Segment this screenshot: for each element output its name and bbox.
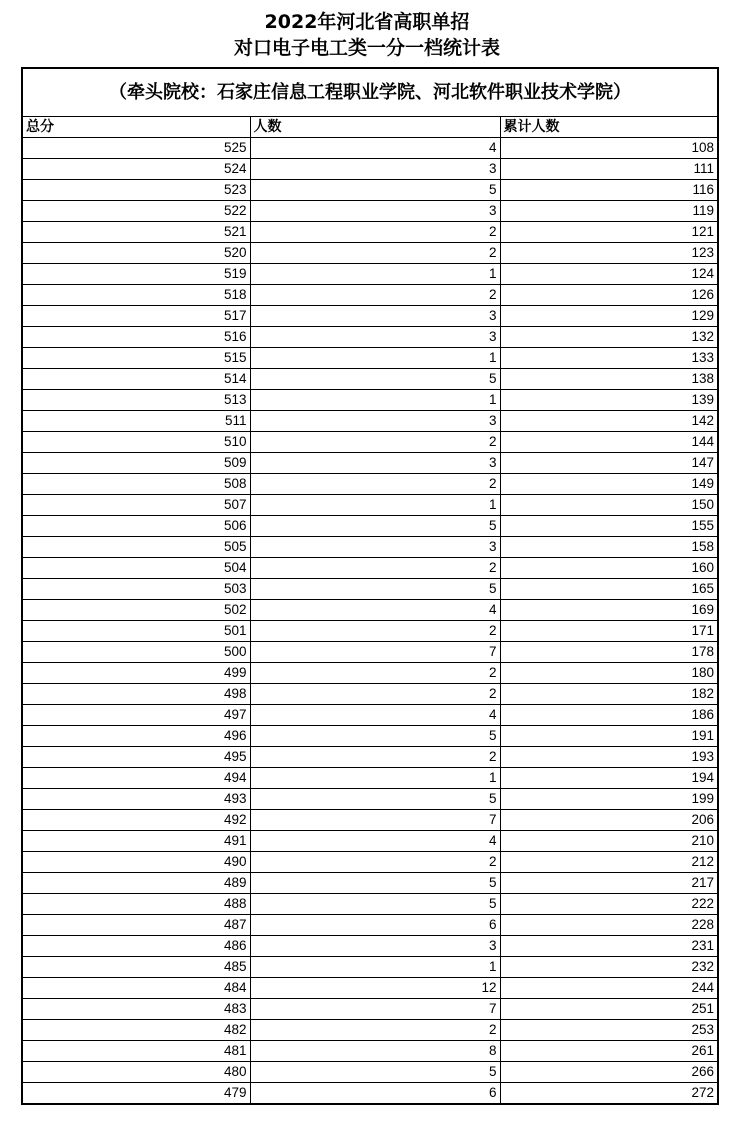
cell-cumulative-count: 178 [500, 642, 717, 663]
cell-cumulative-count: 133 [500, 348, 717, 369]
table-row [23, 180, 717, 201]
cell-total-score: 494 [23, 768, 250, 789]
table-row [23, 579, 717, 600]
cell-total-score: 524 [23, 159, 250, 180]
cell-total-score: 504 [23, 558, 250, 579]
table-row [23, 348, 717, 369]
cell-count: 2 [250, 663, 500, 684]
cell-total-score: 491 [23, 831, 250, 852]
cell-total-score: 488 [23, 894, 250, 915]
cell-count: 4 [250, 138, 500, 159]
cell-count: 6 [250, 1083, 500, 1104]
cell-total-score: 513 [23, 390, 250, 411]
table-row [23, 306, 717, 327]
cell-total-score: 497 [23, 705, 250, 726]
cell-count: 7 [250, 999, 500, 1020]
cell-count: 1 [250, 768, 500, 789]
table-row [23, 768, 717, 789]
table-row [23, 957, 717, 978]
table-row [23, 789, 717, 810]
table-row [23, 663, 717, 684]
cell-count: 2 [250, 243, 500, 264]
table-row [23, 621, 717, 642]
cell-total-score: 509 [23, 453, 250, 474]
cell-count: 5 [250, 726, 500, 747]
cell-cumulative-count: 244 [500, 978, 717, 999]
cell-cumulative-count: 231 [500, 936, 717, 957]
cell-cumulative-count: 147 [500, 453, 717, 474]
cell-cumulative-count: 182 [500, 684, 717, 705]
table-row [23, 369, 717, 390]
cell-count: 3 [250, 537, 500, 558]
cell-cumulative-count: 108 [500, 138, 717, 159]
header-count: 人数 [250, 117, 500, 138]
cell-cumulative-count: 142 [500, 411, 717, 432]
table-row [23, 1020, 717, 1041]
table-row [23, 264, 717, 285]
cell-cumulative-count: 191 [500, 726, 717, 747]
table-row [23, 159, 717, 180]
cell-count: 5 [250, 1062, 500, 1083]
cell-count: 5 [250, 516, 500, 537]
cell-count: 1 [250, 495, 500, 516]
cell-count: 5 [250, 894, 500, 915]
cell-count: 2 [250, 222, 500, 243]
table-row [23, 411, 717, 432]
cell-cumulative-count: 261 [500, 1041, 717, 1062]
cell-cumulative-count: 160 [500, 558, 717, 579]
table-row [23, 453, 717, 474]
cell-count: 2 [250, 747, 500, 768]
table-row [23, 1062, 717, 1083]
cell-cumulative-count: 251 [500, 999, 717, 1020]
cell-total-score: 507 [23, 495, 250, 516]
cell-total-score: 499 [23, 663, 250, 684]
table-row [23, 243, 717, 264]
cell-total-score: 493 [23, 789, 250, 810]
cell-count: 3 [250, 936, 500, 957]
cell-count: 3 [250, 453, 500, 474]
cell-total-score: 489 [23, 873, 250, 894]
cell-cumulative-count: 129 [500, 306, 717, 327]
cell-cumulative-count: 180 [500, 663, 717, 684]
cell-total-score: 487 [23, 915, 250, 936]
cell-total-score: 490 [23, 852, 250, 873]
cell-count: 2 [250, 684, 500, 705]
table-row [23, 810, 717, 831]
header-cumulative-count: 累计人数 [500, 117, 717, 138]
page-subtitle: 对口电子电工类一分一档统计表 [233, 37, 500, 59]
table-row [23, 705, 717, 726]
table-body [23, 138, 717, 1104]
cell-total-score: 516 [23, 327, 250, 348]
cell-total-score: 522 [23, 201, 250, 222]
cell-total-score: 511 [23, 411, 250, 432]
cell-total-score: 523 [23, 180, 250, 201]
table-row [23, 684, 717, 705]
table-row [23, 747, 717, 768]
table-row [23, 642, 717, 663]
cell-cumulative-count: 123 [500, 243, 717, 264]
cell-total-score: 498 [23, 684, 250, 705]
cell-count: 5 [250, 369, 500, 390]
cell-count: 2 [250, 1020, 500, 1041]
cell-total-score: 519 [23, 264, 250, 285]
cell-count: 2 [250, 621, 500, 642]
cell-count: 2 [250, 558, 500, 579]
cell-cumulative-count: 222 [500, 894, 717, 915]
score-table-sheet [21, 67, 719, 1105]
cell-count: 1 [250, 957, 500, 978]
cell-cumulative-count: 193 [500, 747, 717, 768]
cell-count: 3 [250, 306, 500, 327]
cell-total-score: 483 [23, 999, 250, 1020]
cell-total-score: 501 [23, 621, 250, 642]
table-row [23, 831, 717, 852]
cell-cumulative-count: 253 [500, 1020, 717, 1041]
table-row [23, 474, 717, 495]
cell-count: 3 [250, 327, 500, 348]
cell-cumulative-count: 150 [500, 495, 717, 516]
cell-total-score: 485 [23, 957, 250, 978]
cell-cumulative-count: 158 [500, 537, 717, 558]
cell-count: 7 [250, 642, 500, 663]
table-row [23, 537, 717, 558]
cell-cumulative-count: 149 [500, 474, 717, 495]
cell-count: 3 [250, 159, 500, 180]
cell-count: 5 [250, 579, 500, 600]
cell-total-score: 521 [23, 222, 250, 243]
cell-count: 7 [250, 810, 500, 831]
cell-count: 5 [250, 873, 500, 894]
cell-count: 1 [250, 390, 500, 411]
table-row [23, 516, 717, 537]
cell-count: 12 [250, 978, 500, 999]
cell-cumulative-count: 121 [500, 222, 717, 243]
cell-count: 4 [250, 705, 500, 726]
cell-cumulative-count: 194 [500, 768, 717, 789]
cell-count: 5 [250, 789, 500, 810]
cell-count: 2 [250, 285, 500, 306]
cell-cumulative-count: 206 [500, 810, 717, 831]
cell-total-score: 505 [23, 537, 250, 558]
table-row [23, 495, 717, 516]
cell-cumulative-count: 138 [500, 369, 717, 390]
cell-cumulative-count: 199 [500, 789, 717, 810]
table-header-row [23, 117, 717, 138]
cell-total-score: 482 [23, 1020, 250, 1041]
cell-total-score: 484 [23, 978, 250, 999]
cell-total-score: 503 [23, 579, 250, 600]
cell-total-score: 495 [23, 747, 250, 768]
cell-cumulative-count: 116 [500, 180, 717, 201]
cell-total-score: 514 [23, 369, 250, 390]
table-row [23, 222, 717, 243]
cell-total-score: 515 [23, 348, 250, 369]
cell-total-score: 481 [23, 1041, 250, 1062]
cell-count: 8 [250, 1041, 500, 1062]
table-row [23, 558, 717, 579]
cell-cumulative-count: 228 [500, 915, 717, 936]
cell-cumulative-count: 126 [500, 285, 717, 306]
cell-cumulative-count: 119 [500, 201, 717, 222]
cell-count: 1 [250, 264, 500, 285]
cell-cumulative-count: 266 [500, 1062, 717, 1083]
cell-total-score: 486 [23, 936, 250, 957]
cell-count: 4 [250, 600, 500, 621]
cell-count: 2 [250, 474, 500, 495]
table-row [23, 432, 717, 453]
cell-cumulative-count: 124 [500, 264, 717, 285]
table-row [23, 327, 717, 348]
cell-count: 3 [250, 201, 500, 222]
table-row [23, 936, 717, 957]
cell-count: 3 [250, 411, 500, 432]
table-row [23, 201, 717, 222]
cell-cumulative-count: 210 [500, 831, 717, 852]
table-row [23, 915, 717, 936]
cell-total-score: 502 [23, 600, 250, 621]
header-total-score: 总分 [23, 117, 250, 138]
cell-cumulative-count: 132 [500, 327, 717, 348]
cell-count: 6 [250, 915, 500, 936]
cell-total-score: 496 [23, 726, 250, 747]
cell-cumulative-count: 144 [500, 432, 717, 453]
table-row [23, 999, 717, 1020]
cell-total-score: 518 [23, 285, 250, 306]
score-distribution-table [23, 117, 717, 1103]
table-row [23, 873, 717, 894]
table-row [23, 1041, 717, 1062]
table-row [23, 726, 717, 747]
cell-cumulative-count: 169 [500, 600, 717, 621]
cell-total-score: 500 [23, 642, 250, 663]
cell-total-score: 517 [23, 306, 250, 327]
table-row [23, 138, 717, 159]
cell-cumulative-count: 272 [500, 1083, 717, 1104]
table-row [23, 852, 717, 873]
table-row [23, 894, 717, 915]
cell-cumulative-count: 217 [500, 873, 717, 894]
table-row [23, 1083, 717, 1104]
cell-total-score: 479 [23, 1083, 250, 1104]
cell-cumulative-count: 232 [500, 957, 717, 978]
cell-cumulative-count: 186 [500, 705, 717, 726]
cell-count: 2 [250, 852, 500, 873]
cell-count: 5 [250, 180, 500, 201]
cell-total-score: 525 [23, 138, 250, 159]
cell-total-score: 508 [23, 474, 250, 495]
cell-cumulative-count: 155 [500, 516, 717, 537]
page-title: 2022年河北省高职单招 [264, 11, 470, 33]
cell-total-score: 480 [23, 1062, 250, 1083]
cell-count: 2 [250, 432, 500, 453]
cell-total-score: 492 [23, 810, 250, 831]
cell-cumulative-count: 111 [500, 159, 717, 180]
cell-count: 1 [250, 348, 500, 369]
table-row [23, 285, 717, 306]
cell-cumulative-count: 171 [500, 621, 717, 642]
cell-cumulative-count: 212 [500, 852, 717, 873]
table-row [23, 978, 717, 999]
cell-total-score: 506 [23, 516, 250, 537]
table-row [23, 390, 717, 411]
cell-cumulative-count: 139 [500, 390, 717, 411]
cell-total-score: 520 [23, 243, 250, 264]
cell-total-score: 510 [23, 432, 250, 453]
cell-cumulative-count: 165 [500, 579, 717, 600]
lead-institutions-caption: （牵头院校：石家庄信息工程职业学院、河北软件职业技术学院） [23, 69, 717, 117]
table-row [23, 600, 717, 621]
cell-count: 4 [250, 831, 500, 852]
